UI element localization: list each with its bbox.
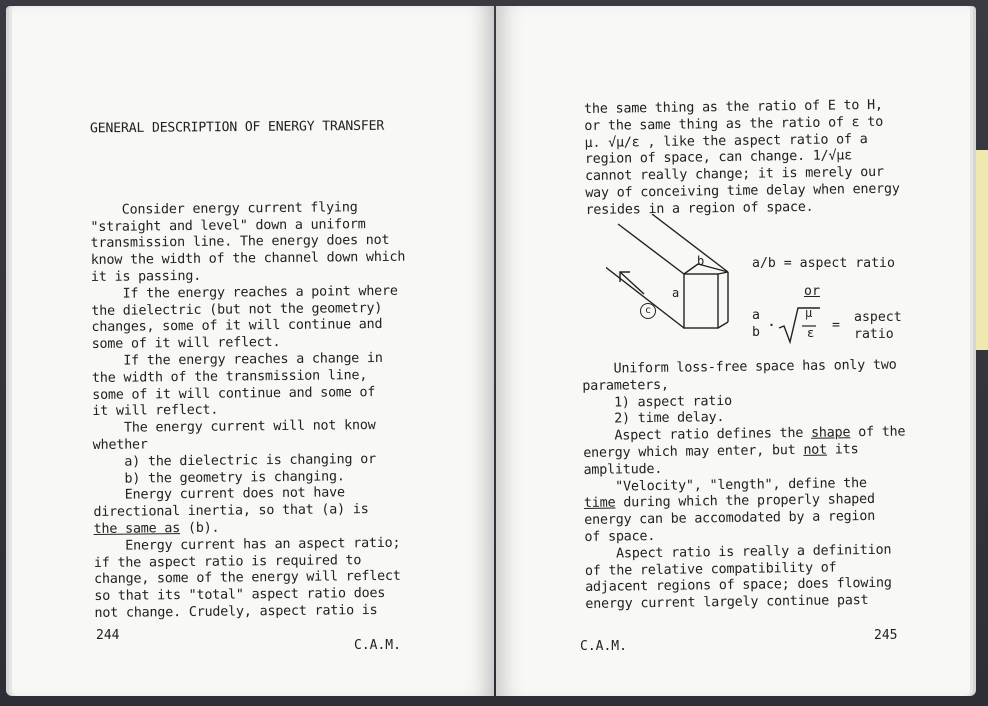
text-line: it will reflect. xyxy=(92,403,219,420)
text-line: "Velocity", "length", define the xyxy=(583,475,867,495)
text-line: of space. xyxy=(584,528,656,545)
text-line: not change. Crudely, aspect ratio is xyxy=(94,602,378,621)
text-line: way of conceiving time delay when energy xyxy=(585,181,900,201)
text-line: Energy current does not have xyxy=(93,485,345,504)
text-line: cannot really change; it is merely our xyxy=(584,165,884,185)
right-body-text xyxy=(584,98,900,220)
text-line: changes, some of it will continue and xyxy=(91,317,383,336)
formula-mu: μ xyxy=(805,306,813,320)
text-line: The energy current will not know xyxy=(92,418,376,437)
text-line: if the aspect ratio is required to xyxy=(93,552,362,571)
box-diagram xyxy=(606,214,766,354)
text-line: the dielectric (but not the geometry) xyxy=(91,300,383,319)
text-line: b) the geometry is changing. xyxy=(92,468,345,487)
formula-num-a: a xyxy=(752,308,760,323)
text-line: so that its "total" aspect ratio does xyxy=(94,586,386,605)
text-line: adjacent regions of space; does flowing xyxy=(585,576,892,596)
text-line: time during which the properly shaped xyxy=(583,492,875,512)
text-line: μ. √μ/ε , like the aspect ratio of a xyxy=(584,131,868,151)
label-b: b xyxy=(697,254,705,268)
text-line: the width of the transmission line, xyxy=(91,367,368,386)
text-line: If the energy reaches a point where xyxy=(91,283,398,302)
text-line: know the width of the channel down which xyxy=(90,249,406,269)
page-heading: GENERAL DESCRIPTION OF ENERGY TRANSFER xyxy=(89,118,385,137)
text-line: some of it will continue and some of xyxy=(92,384,376,403)
left-page xyxy=(12,6,494,696)
text-line: some of it will reflect. xyxy=(91,335,281,353)
text-line: Aspect ratio defines the shape of the xyxy=(582,424,906,445)
text-line: 1) aspect ratio xyxy=(582,393,733,411)
formula-den-b: b xyxy=(752,325,760,340)
dot-operator: · xyxy=(767,316,777,334)
text-line: energy which may enter, but not its xyxy=(583,442,859,461)
text-line: of the relative compatibility of xyxy=(584,560,837,579)
label-a: a xyxy=(672,286,680,300)
text-line: amplitude. xyxy=(583,461,663,478)
text-line: a) the dielectric is changing or xyxy=(92,451,376,470)
text-line: the same as (b). xyxy=(93,520,220,537)
formula-eps: ε xyxy=(807,326,815,340)
text-line: or the same thing as the ratio of ε to xyxy=(584,114,884,134)
text-line: resides in a region of space. xyxy=(585,199,814,218)
text-line: Energy current has an aspect ratio; xyxy=(93,535,401,554)
formula-equals: = xyxy=(832,318,840,333)
formula-aspect: aspect xyxy=(854,310,902,325)
text-line: the same thing as the ratio of E to H, xyxy=(584,97,883,117)
text-line: If the energy reaches a change in xyxy=(91,350,383,369)
text-line: transmission line. The energy does not xyxy=(90,233,390,252)
text-line: Aspect ratio is really a definition xyxy=(584,542,892,562)
formula-ab: a/b = aspect ratio xyxy=(752,256,895,271)
text-line: directional inertia, so that (a) is xyxy=(93,502,369,521)
text-line: whether xyxy=(92,437,148,453)
page-number: 244 xyxy=(96,628,120,643)
text-line: Consider energy current flying xyxy=(90,199,358,218)
text-line: energy current largely continue past xyxy=(585,593,869,613)
label-c-circled: c xyxy=(640,303,656,319)
formula-ratio: ratio xyxy=(854,327,894,342)
right-body-text-2 xyxy=(582,357,908,613)
text-line: change, some of the energy will reflect xyxy=(94,569,401,588)
text-line: it is passing. xyxy=(90,268,202,285)
text-line: "straight and level" down a uniform xyxy=(90,216,366,235)
text-line: 2) time delay. xyxy=(582,410,725,428)
text-line: energy can be accomodated by a region xyxy=(584,509,876,529)
text-line: Uniform loss-free space has only two xyxy=(582,357,897,377)
text-line: parameters, xyxy=(582,377,669,394)
left-body-text xyxy=(90,183,409,623)
footer-initials: C.A.M. xyxy=(354,638,401,653)
text-line: region of space, can change. 1/√με xyxy=(584,148,853,168)
formula-or: or xyxy=(804,284,820,299)
page-number: 245 xyxy=(874,628,898,643)
footer-initials: C.A.M. xyxy=(580,639,627,654)
right-page xyxy=(496,6,970,696)
